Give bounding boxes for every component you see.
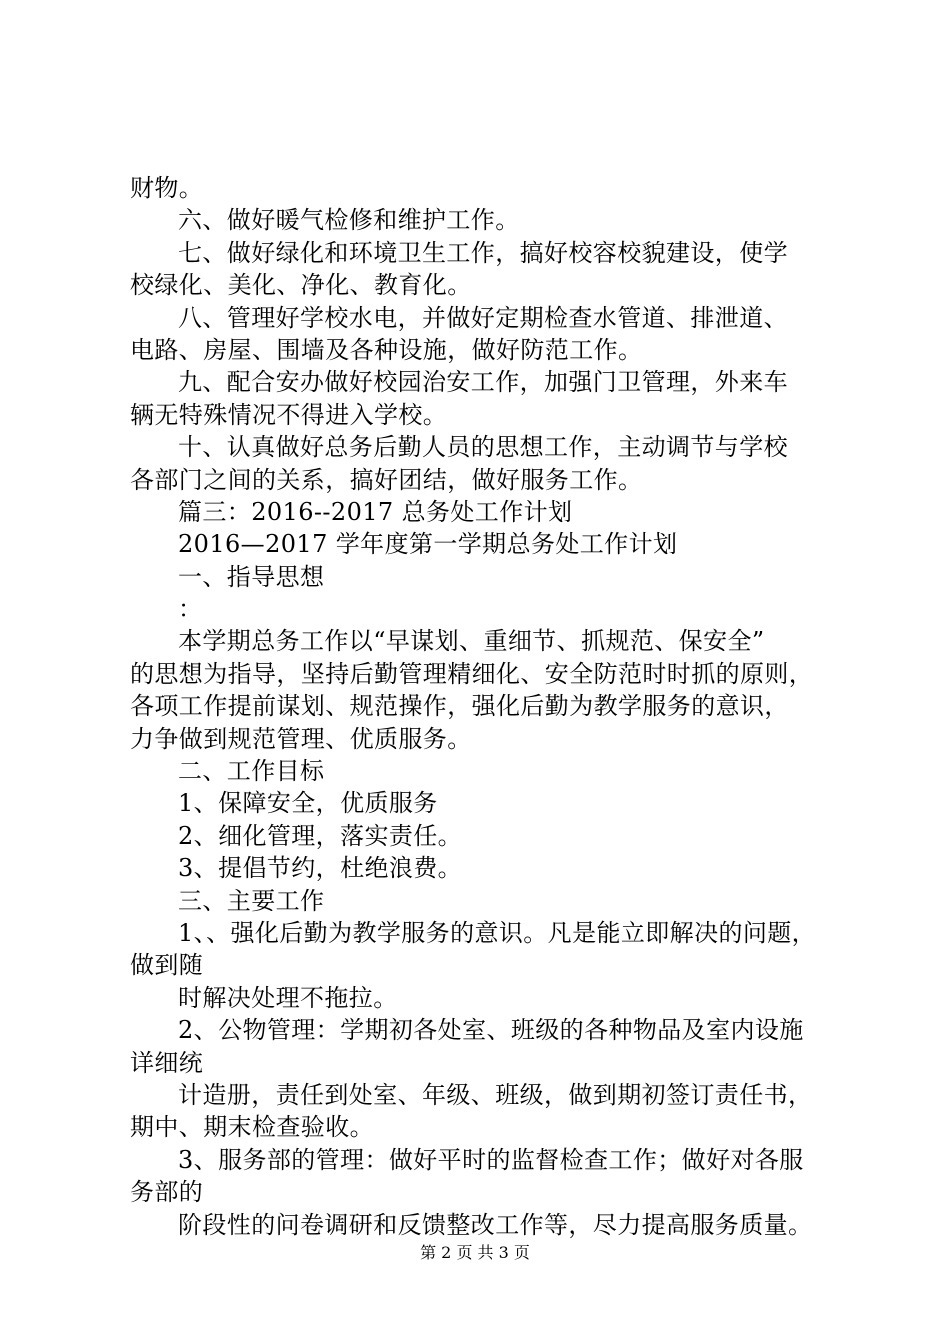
text-line: 力争做到规范管理、优质服务。 xyxy=(130,724,472,753)
text-line: 九、配合安办做好校园治安工作，加强门卫管理，外来车 xyxy=(178,368,788,397)
document-body xyxy=(130,172,850,1241)
text-line: 期中、期末检查验收。 xyxy=(130,1113,374,1142)
text-line: 的思想为指导，坚持后勤管理精细化、安全防范时时抓的原则， xyxy=(130,659,814,688)
text-line: 详细统 xyxy=(130,1048,204,1077)
document-title: 2016—2017 学年度第一学期总务处工作计划 xyxy=(178,530,678,559)
text-line: 本学期总务工作以“早谋划、重细节、抓规范、保安全” xyxy=(178,627,765,656)
list-item: 3、提倡节约，杜绝浪费。 xyxy=(178,854,463,883)
text-line: 八、管理好学校水电，并做好定期检查水管道、排泄道、 xyxy=(178,303,788,332)
section-heading: 二、工作目标 xyxy=(178,757,325,786)
section-heading: 篇三：2016--2017 总务处工作计划 xyxy=(178,497,573,526)
text-line: 校绿化、美化、净化、教育化。 xyxy=(130,271,472,300)
text-line: 十、认真做好总务后勤人员的思想工作，主动调节与学校 xyxy=(178,433,788,462)
text-line: 务部的 xyxy=(130,1178,204,1207)
text-line: 做到随 xyxy=(130,951,204,980)
text-line: 3、服务部的管理：做好平时的监督检查工作；做好对各服 xyxy=(178,1145,804,1174)
text-line: 辆无特殊情况不得进入学校。 xyxy=(130,400,448,429)
text-line: 各部门之间的关系，搞好团结，做好服务工作。 xyxy=(130,465,643,494)
section-heading: 三、主要工作 xyxy=(178,886,325,915)
text-line: 时解决处理不拖拉。 xyxy=(178,983,398,1012)
text-line: 七、做好绿化和环境卫生工作，搞好校容校貌建设，使学 xyxy=(178,238,788,267)
text-line: 阶段性的问卷调研和反馈整改工作等，尽力提高服务质量。 xyxy=(178,1210,813,1239)
text-line: 电路、房屋、围墙及各种设施，做好防范工作。 xyxy=(130,335,643,364)
text-line: 各项工作提前谋划、规范操作，强化后勤为教学服务的意识， xyxy=(130,692,789,721)
page-number-footer: 第 2 页 共 3 页 xyxy=(420,1243,530,1262)
list-item: 1、保障安全，优质服务 xyxy=(178,789,438,818)
section-heading: 一、指导思想 xyxy=(178,562,325,591)
text-line: 2、公物管理：学期初各处室、班级的各种物品及室内设施 xyxy=(178,1016,804,1045)
text-line: 六、做好暖气检修和维护工作。 xyxy=(178,206,520,235)
text-line: 计造册，责任到处室、年级、班级，做到期初签订责任书， xyxy=(178,1080,813,1109)
text-line: ： xyxy=(178,595,203,624)
list-item: 2、细化管理，落实责任。 xyxy=(178,821,463,850)
text-line: 财物。 xyxy=(130,174,204,202)
text-line: 1、、强化后勤为教学服务的意识。凡是能立即解决的问题， xyxy=(178,918,817,947)
